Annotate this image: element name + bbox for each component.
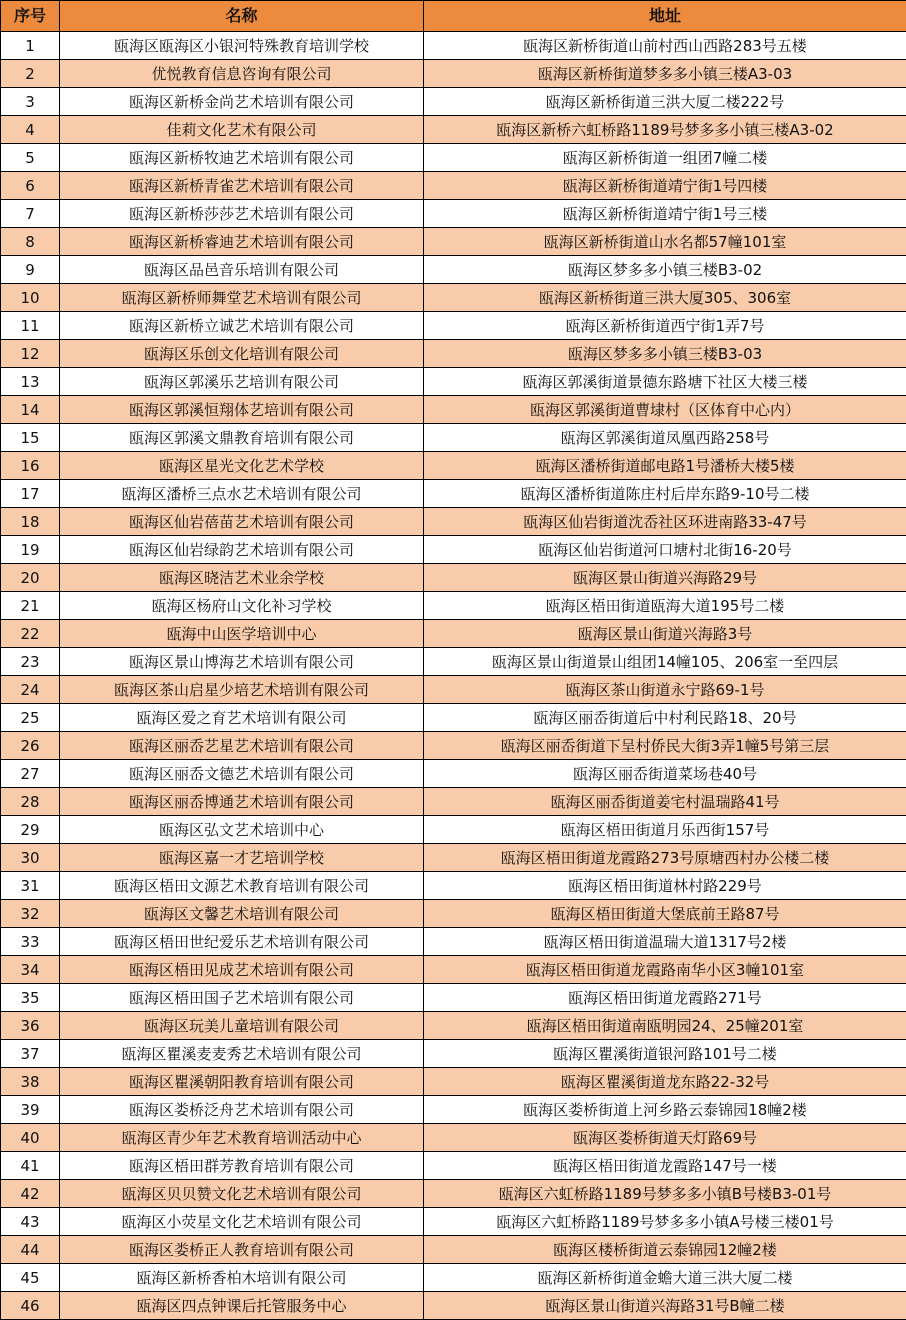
cell-index: 2 bbox=[1, 60, 60, 88]
cell-name: 瓯海区娄桥正人教育培训有限公司 bbox=[60, 1236, 424, 1264]
cell-address: 瓯海区梧田街道大堡底前王路87号 bbox=[424, 900, 906, 928]
cell-index: 11 bbox=[1, 312, 60, 340]
table-row bbox=[1, 452, 906, 480]
cell-address: 瓯海区景山街道兴海路31号B幢二楼 bbox=[424, 1292, 906, 1320]
cell-name: 瓯海区青少年艺术教育培训活动中心 bbox=[60, 1124, 424, 1152]
cell-index: 40 bbox=[1, 1124, 60, 1152]
cell-address: 瓯海区楼桥街道云泰锦园12幢2楼 bbox=[424, 1236, 906, 1264]
cell-index: 23 bbox=[1, 648, 60, 676]
cell-name: 瓯海区晓洁艺术业余学校 bbox=[60, 564, 424, 592]
cell-index: 32 bbox=[1, 900, 60, 928]
cell-index: 12 bbox=[1, 340, 60, 368]
table-row bbox=[1, 648, 906, 676]
table-row bbox=[1, 256, 906, 284]
table-row bbox=[1, 1264, 906, 1292]
cell-address: 瓯海区梧田街道龙霞路271号 bbox=[424, 984, 906, 1012]
cell-index: 24 bbox=[1, 676, 60, 704]
cell-address: 瓯海区景山街道景山组团14幢105、206室一至四层 bbox=[424, 648, 906, 676]
cell-address: 瓯海区新桥街道山前村西山西路283号五楼 bbox=[424, 32, 906, 60]
cell-name: 瓯海中山医学培训中心 bbox=[60, 620, 424, 648]
cell-index: 13 bbox=[1, 368, 60, 396]
cell-address: 瓯海区丽岙街道姜宅村温瑞路41号 bbox=[424, 788, 906, 816]
cell-address: 瓯海区梧田街道龙霞路南华小区3幢101室 bbox=[424, 956, 906, 984]
table-row bbox=[1, 872, 906, 900]
table-row bbox=[1, 32, 906, 60]
cell-index: 7 bbox=[1, 200, 60, 228]
cell-address: 瓯海区潘桥街道邮电路1号潘桥大楼5楼 bbox=[424, 452, 906, 480]
table-row bbox=[1, 1068, 906, 1096]
cell-index: 37 bbox=[1, 1040, 60, 1068]
cell-index: 38 bbox=[1, 1068, 60, 1096]
cell-name: 瓯海区梧田见成艺术培训有限公司 bbox=[60, 956, 424, 984]
cell-name: 优悦教育信息咨询有限公司 bbox=[60, 60, 424, 88]
table-row bbox=[1, 508, 906, 536]
cell-name: 瓯海区新桥金尚艺术培训有限公司 bbox=[60, 88, 424, 116]
cell-address: 瓯海区新桥街道靖宁街1号三楼 bbox=[424, 200, 906, 228]
cell-name: 瓯海区新桥睿迪艺术培训有限公司 bbox=[60, 228, 424, 256]
cell-address: 瓯海区娄桥街道天灯路69号 bbox=[424, 1124, 906, 1152]
cell-address: 瓯海区郭溪街道景德东路塘下社区大楼三楼 bbox=[424, 368, 906, 396]
cell-index: 16 bbox=[1, 452, 60, 480]
cell-address: 瓯海区瞿溪街道银河路101号二楼 bbox=[424, 1040, 906, 1068]
cell-address: 瓯海区景山街道兴海路29号 bbox=[424, 564, 906, 592]
cell-address: 瓯海区梧田街道南瓯明园24、25幢201室 bbox=[424, 1012, 906, 1040]
table-row bbox=[1, 172, 906, 200]
cell-index: 20 bbox=[1, 564, 60, 592]
table-body bbox=[1, 32, 906, 1320]
cell-index: 4 bbox=[1, 116, 60, 144]
cell-name: 瓯海区景山博海艺术培训有限公司 bbox=[60, 648, 424, 676]
table-row bbox=[1, 956, 906, 984]
cell-index: 8 bbox=[1, 228, 60, 256]
cell-index: 22 bbox=[1, 620, 60, 648]
cell-address: 瓯海区梦多多小镇三楼B3-02 bbox=[424, 256, 906, 284]
cell-address: 瓯海区梦多多小镇三楼B3-03 bbox=[424, 340, 906, 368]
cell-index: 17 bbox=[1, 480, 60, 508]
table-row bbox=[1, 620, 906, 648]
cell-index: 3 bbox=[1, 88, 60, 116]
cell-name: 瓯海区郭溪文鼎教育培训有限公司 bbox=[60, 424, 424, 452]
cell-name: 瓯海区潘桥三点水艺术培训有限公司 bbox=[60, 480, 424, 508]
table-row bbox=[1, 1236, 906, 1264]
cell-index: 34 bbox=[1, 956, 60, 984]
table-row bbox=[1, 424, 906, 452]
table-row bbox=[1, 368, 906, 396]
table-row bbox=[1, 788, 906, 816]
cell-name: 瓯海区新桥牧迪艺术培训有限公司 bbox=[60, 144, 424, 172]
cell-index: 21 bbox=[1, 592, 60, 620]
cell-address: 瓯海区仙岩街道沈岙社区环进南路33-47号 bbox=[424, 508, 906, 536]
cell-name: 瓯海区新桥莎莎艺术培训有限公司 bbox=[60, 200, 424, 228]
cell-name: 瓯海区仙岩绿韵艺术培训有限公司 bbox=[60, 536, 424, 564]
cell-name: 瓯海区嘉一才艺培训学校 bbox=[60, 844, 424, 872]
cell-index: 42 bbox=[1, 1180, 60, 1208]
cell-name: 瓯海区丽岙博通艺术培训有限公司 bbox=[60, 788, 424, 816]
table-row bbox=[1, 984, 906, 1012]
cell-name: 瓯海区丽岙艺星艺术培训有限公司 bbox=[60, 732, 424, 760]
cell-index: 46 bbox=[1, 1292, 60, 1320]
cell-address: 瓯海区六虹桥路1189号梦多多小镇A号楼三楼01号 bbox=[424, 1208, 906, 1236]
table-row bbox=[1, 592, 906, 620]
cell-index: 28 bbox=[1, 788, 60, 816]
table-header bbox=[1, 1, 906, 32]
cell-index: 6 bbox=[1, 172, 60, 200]
cell-index: 30 bbox=[1, 844, 60, 872]
cell-name: 瓯海区爱之育艺术培训有限公司 bbox=[60, 704, 424, 732]
cell-index: 19 bbox=[1, 536, 60, 564]
cell-name: 瓯海区杨府山文化补习学校 bbox=[60, 592, 424, 620]
cell-name: 瓯海区仙岩蓓苗艺术培训有限公司 bbox=[60, 508, 424, 536]
cell-name: 瓯海区品邑音乐培训有限公司 bbox=[60, 256, 424, 284]
cell-address: 瓯海区新桥街道三洪大厦305、306室 bbox=[424, 284, 906, 312]
cell-name: 瓯海区四点钟课后托管服务中心 bbox=[60, 1292, 424, 1320]
table-row bbox=[1, 340, 906, 368]
cell-address: 瓯海区新桥街道一组团7幢二楼 bbox=[424, 144, 906, 172]
cell-name: 瓯海区小荧星文化艺术培训有限公司 bbox=[60, 1208, 424, 1236]
cell-index: 35 bbox=[1, 984, 60, 1012]
cell-index: 44 bbox=[1, 1236, 60, 1264]
table-row bbox=[1, 116, 906, 144]
table-row bbox=[1, 928, 906, 956]
cell-address: 瓯海区新桥街道三洪大厦二楼222号 bbox=[424, 88, 906, 116]
cell-name: 瓯海区玩美儿童培训有限公司 bbox=[60, 1012, 424, 1040]
table-row bbox=[1, 816, 906, 844]
cell-name: 瓯海区茶山启星少培艺术培训有限公司 bbox=[60, 676, 424, 704]
cell-index: 45 bbox=[1, 1264, 60, 1292]
table-row bbox=[1, 536, 906, 564]
cell-address: 瓯海区仙岩街道河口塘村北街16-20号 bbox=[424, 536, 906, 564]
cell-name: 瓯海区贝贝赞文化艺术培训有限公司 bbox=[60, 1180, 424, 1208]
cell-address: 瓯海区丽岙街道下呈村侨民大街3弄1幢5号第三层 bbox=[424, 732, 906, 760]
cell-index: 27 bbox=[1, 760, 60, 788]
table-row bbox=[1, 1152, 906, 1180]
cell-index: 1 bbox=[1, 32, 60, 60]
cell-address: 瓯海区郭溪街道凤凰西路258号 bbox=[424, 424, 906, 452]
cell-name: 佳莉文化艺术有限公司 bbox=[60, 116, 424, 144]
cell-address: 瓯海区新桥街道金蟾大道三洪大厦二楼 bbox=[424, 1264, 906, 1292]
cell-index: 31 bbox=[1, 872, 60, 900]
table-row bbox=[1, 88, 906, 116]
cell-index: 9 bbox=[1, 256, 60, 284]
cell-name: 瓯海区文馨艺术培训有限公司 bbox=[60, 900, 424, 928]
cell-address: 瓯海区潘桥街道陈庄村后岸东路9-10号二楼 bbox=[424, 480, 906, 508]
cell-index: 25 bbox=[1, 704, 60, 732]
cell-index: 14 bbox=[1, 396, 60, 424]
cell-index: 41 bbox=[1, 1152, 60, 1180]
cell-index: 36 bbox=[1, 1012, 60, 1040]
cell-address: 瓯海区新桥街道西宁街1弄7号 bbox=[424, 312, 906, 340]
cell-address: 瓯海区梧田街道龙霞路147号一楼 bbox=[424, 1152, 906, 1180]
cell-name: 瓯海区新桥青雀艺术培训有限公司 bbox=[60, 172, 424, 200]
cell-index: 15 bbox=[1, 424, 60, 452]
cell-index: 43 bbox=[1, 1208, 60, 1236]
cell-name: 瓯海区新桥立诚艺术培训有限公司 bbox=[60, 312, 424, 340]
table-row bbox=[1, 200, 906, 228]
cell-name: 瓯海区新桥香柏木培训有限公司 bbox=[60, 1264, 424, 1292]
cell-address: 瓯海区梧田街道月乐西街157号 bbox=[424, 816, 906, 844]
table-row bbox=[1, 1124, 906, 1152]
table-row bbox=[1, 1096, 906, 1124]
cell-index: 39 bbox=[1, 1096, 60, 1124]
cell-index: 5 bbox=[1, 144, 60, 172]
cell-address: 瓯海区郭溪街道曹埭村（区体育中心内） bbox=[424, 396, 906, 424]
cell-name: 瓯海区郭溪乐艺培训有限公司 bbox=[60, 368, 424, 396]
cell-name: 瓯海区弘文艺术培训中心 bbox=[60, 816, 424, 844]
cell-name: 瓯海区娄桥泛舟艺术培训有限公司 bbox=[60, 1096, 424, 1124]
table-row bbox=[1, 284, 906, 312]
cell-name: 瓯海区梧田国子艺术培训有限公司 bbox=[60, 984, 424, 1012]
table-row bbox=[1, 844, 906, 872]
table-row bbox=[1, 704, 906, 732]
cell-index: 18 bbox=[1, 508, 60, 536]
cell-address: 瓯海区丽岙街道菜场巷40号 bbox=[424, 760, 906, 788]
cell-name: 瓯海区梧田世纪爱乐艺术培训有限公司 bbox=[60, 928, 424, 956]
table-row bbox=[1, 676, 906, 704]
cell-address: 瓯海区丽岙街道后中村利民路18、20号 bbox=[424, 704, 906, 732]
table-row bbox=[1, 312, 906, 340]
cell-name: 瓯海区瓯海区小银河特殊教育培训学校 bbox=[60, 32, 424, 60]
table-row bbox=[1, 1012, 906, 1040]
table-row bbox=[1, 564, 906, 592]
cell-name: 瓯海区星光文化艺术学校 bbox=[60, 452, 424, 480]
header-name: 名称 bbox=[60, 1, 424, 32]
header-address: 地址 bbox=[424, 1, 906, 32]
table-row bbox=[1, 760, 906, 788]
cell-address: 瓯海区梧田街道林村路229号 bbox=[424, 872, 906, 900]
cell-address: 瓯海区梧田街道龙霞路273号原塘西村办公楼二楼 bbox=[424, 844, 906, 872]
cell-index: 29 bbox=[1, 816, 60, 844]
cell-address: 瓯海区娄桥街道上河乡路云泰锦园18幢2楼 bbox=[424, 1096, 906, 1124]
table-row bbox=[1, 732, 906, 760]
table-row bbox=[1, 900, 906, 928]
table-row bbox=[1, 144, 906, 172]
header-index: 序号 bbox=[1, 1, 60, 32]
cell-address: 瓯海区新桥街道梦多多小镇三楼A3-03 bbox=[424, 60, 906, 88]
cell-address: 瓯海区梧田街道温瑞大道1317号2楼 bbox=[424, 928, 906, 956]
cell-name: 瓯海区郭溪恒翔体艺培训有限公司 bbox=[60, 396, 424, 424]
table-row bbox=[1, 60, 906, 88]
table-row bbox=[1, 1292, 906, 1320]
table-row bbox=[1, 228, 906, 256]
cell-name: 瓯海区梧田文源艺术教育培训有限公司 bbox=[60, 872, 424, 900]
cell-name: 瓯海区梧田群芳教育培训有限公司 bbox=[60, 1152, 424, 1180]
table-row bbox=[1, 1180, 906, 1208]
cell-index: 33 bbox=[1, 928, 60, 956]
cell-address: 瓯海区茶山街道永宁路69-1号 bbox=[424, 676, 906, 704]
cell-name: 瓯海区瞿溪麦麦秀艺术培训有限公司 bbox=[60, 1040, 424, 1068]
table-row bbox=[1, 1208, 906, 1236]
table-row bbox=[1, 480, 906, 508]
cell-index: 26 bbox=[1, 732, 60, 760]
table-row bbox=[1, 1040, 906, 1068]
cell-address: 瓯海区瞿溪街道龙东路22-32号 bbox=[424, 1068, 906, 1096]
cell-name: 瓯海区丽岙文德艺术培训有限公司 bbox=[60, 760, 424, 788]
cell-address: 瓯海区梧田街道瓯海大道195号二楼 bbox=[424, 592, 906, 620]
cell-address: 瓯海区六虹桥路1189号梦多多小镇B号楼B3-01号 bbox=[424, 1180, 906, 1208]
cell-address: 瓯海区景山街道兴海路3号 bbox=[424, 620, 906, 648]
cell-index: 10 bbox=[1, 284, 60, 312]
cell-name: 瓯海区乐创文化培训有限公司 bbox=[60, 340, 424, 368]
cell-name: 瓯海区新桥师舞堂艺术培训有限公司 bbox=[60, 284, 424, 312]
table-row bbox=[1, 396, 906, 424]
cell-address: 瓯海区新桥六虹桥路1189号梦多多小镇三楼A3-02 bbox=[424, 116, 906, 144]
cell-address: 瓯海区新桥街道靖宁街1号四楼 bbox=[424, 172, 906, 200]
cell-address: 瓯海区新桥街道山水名都57幢101室 bbox=[424, 228, 906, 256]
cell-name: 瓯海区瞿溪朝阳教育培训有限公司 bbox=[60, 1068, 424, 1096]
header-row bbox=[1, 1, 906, 32]
